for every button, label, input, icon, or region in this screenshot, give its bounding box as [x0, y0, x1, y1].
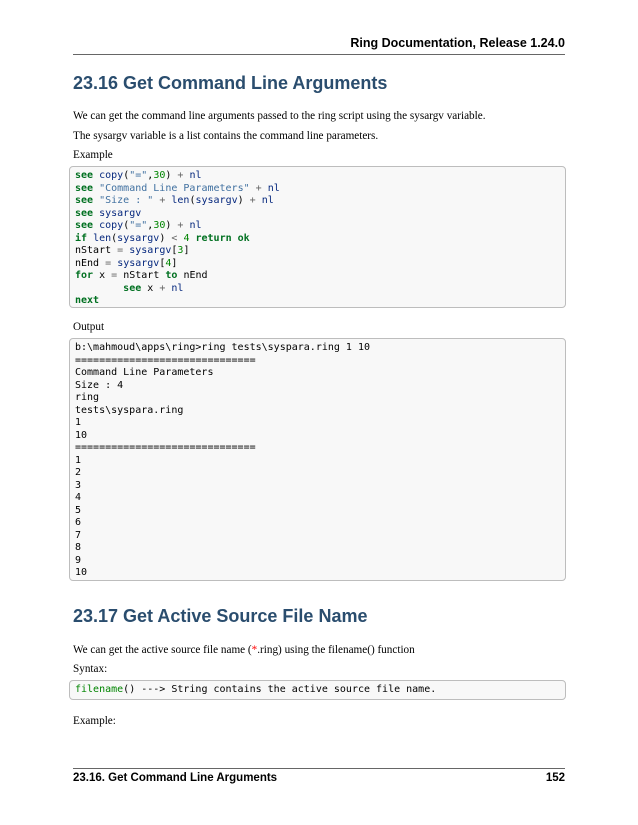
output-line: 9	[75, 554, 82, 566]
code-line: next	[75, 295, 100, 306]
code-line: see copy("=",30) + nl	[75, 220, 202, 231]
output-line: 1	[75, 417, 82, 428]
paragraph-sysargv: The sysargv variable is a list contains the command line parameters.	[73, 130, 379, 142]
output-label: Output	[73, 321, 105, 333]
output-line: 5	[75, 504, 82, 516]
footer-rule	[73, 768, 565, 769]
section-heading-23-16: 23.16 Get Command Line Arguments	[73, 73, 388, 93]
paragraph-intro: We can get the command line arguments passed to the ring script using the sysargv variable.	[73, 110, 486, 122]
running-header: Ring Documentation, Release 1.24.0	[350, 36, 565, 50]
output-line: 8	[75, 542, 82, 553]
output-line: 10	[75, 567, 88, 578]
output-line: ==============================	[75, 354, 256, 366]
code-line: nEnd = sysargv[4]	[75, 257, 178, 269]
output-line: ring	[75, 392, 100, 403]
code-line: see sysargv	[75, 207, 142, 219]
code-line: filename() ---> String contains the active source file name.	[75, 684, 437, 695]
code-line: see copy("=",30) + nl	[75, 170, 202, 181]
syntax-label: Syntax:	[73, 663, 108, 675]
output-line: 2	[75, 467, 82, 478]
code-block-syntax	[69, 680, 566, 700]
example-label-2: Example:	[73, 715, 116, 727]
output-line: 1	[75, 454, 82, 466]
output-line: Command Line Parameters	[75, 367, 214, 378]
output-line: Size : 4	[75, 379, 124, 391]
code-line: if len(sysargv) < 4 return ok	[75, 232, 250, 244]
example-label: Example	[73, 149, 113, 161]
footer-section: 23.16. Get Command Line Arguments	[73, 772, 278, 784]
output-line: 7	[75, 529, 82, 541]
code-line: nStart = sysargv[3]	[75, 245, 190, 256]
paragraph-filename: We can get the active source file name (*.ring) using the filename() function	[73, 644, 415, 656]
code-block-output	[69, 338, 566, 581]
code-block-example	[69, 166, 566, 308]
output-line: 4	[75, 492, 82, 503]
code-line: see "Size : " + len(sysargv) + nl	[75, 195, 274, 206]
code-line: see "Command Line Parameters" + nl	[75, 182, 280, 194]
output-line: b:\mahmoud\apps\ring>ring tests\syspara.ring 1 10	[75, 342, 371, 353]
output-line: 6	[75, 517, 82, 528]
page-number: 152	[545, 772, 565, 784]
section-heading-23-17: 23.17 Get Active Source File Name	[73, 606, 368, 626]
footer	[73, 772, 565, 784]
output-line: ==============================	[75, 442, 256, 453]
code-line: for x = nStart to nEnd	[75, 270, 208, 281]
output-line: 10	[75, 429, 88, 441]
code-line: see x + nl	[123, 282, 184, 294]
output-line: tests\syspara.ring	[75, 404, 184, 416]
output-line: 3	[75, 479, 82, 491]
header-rule	[73, 54, 565, 55]
